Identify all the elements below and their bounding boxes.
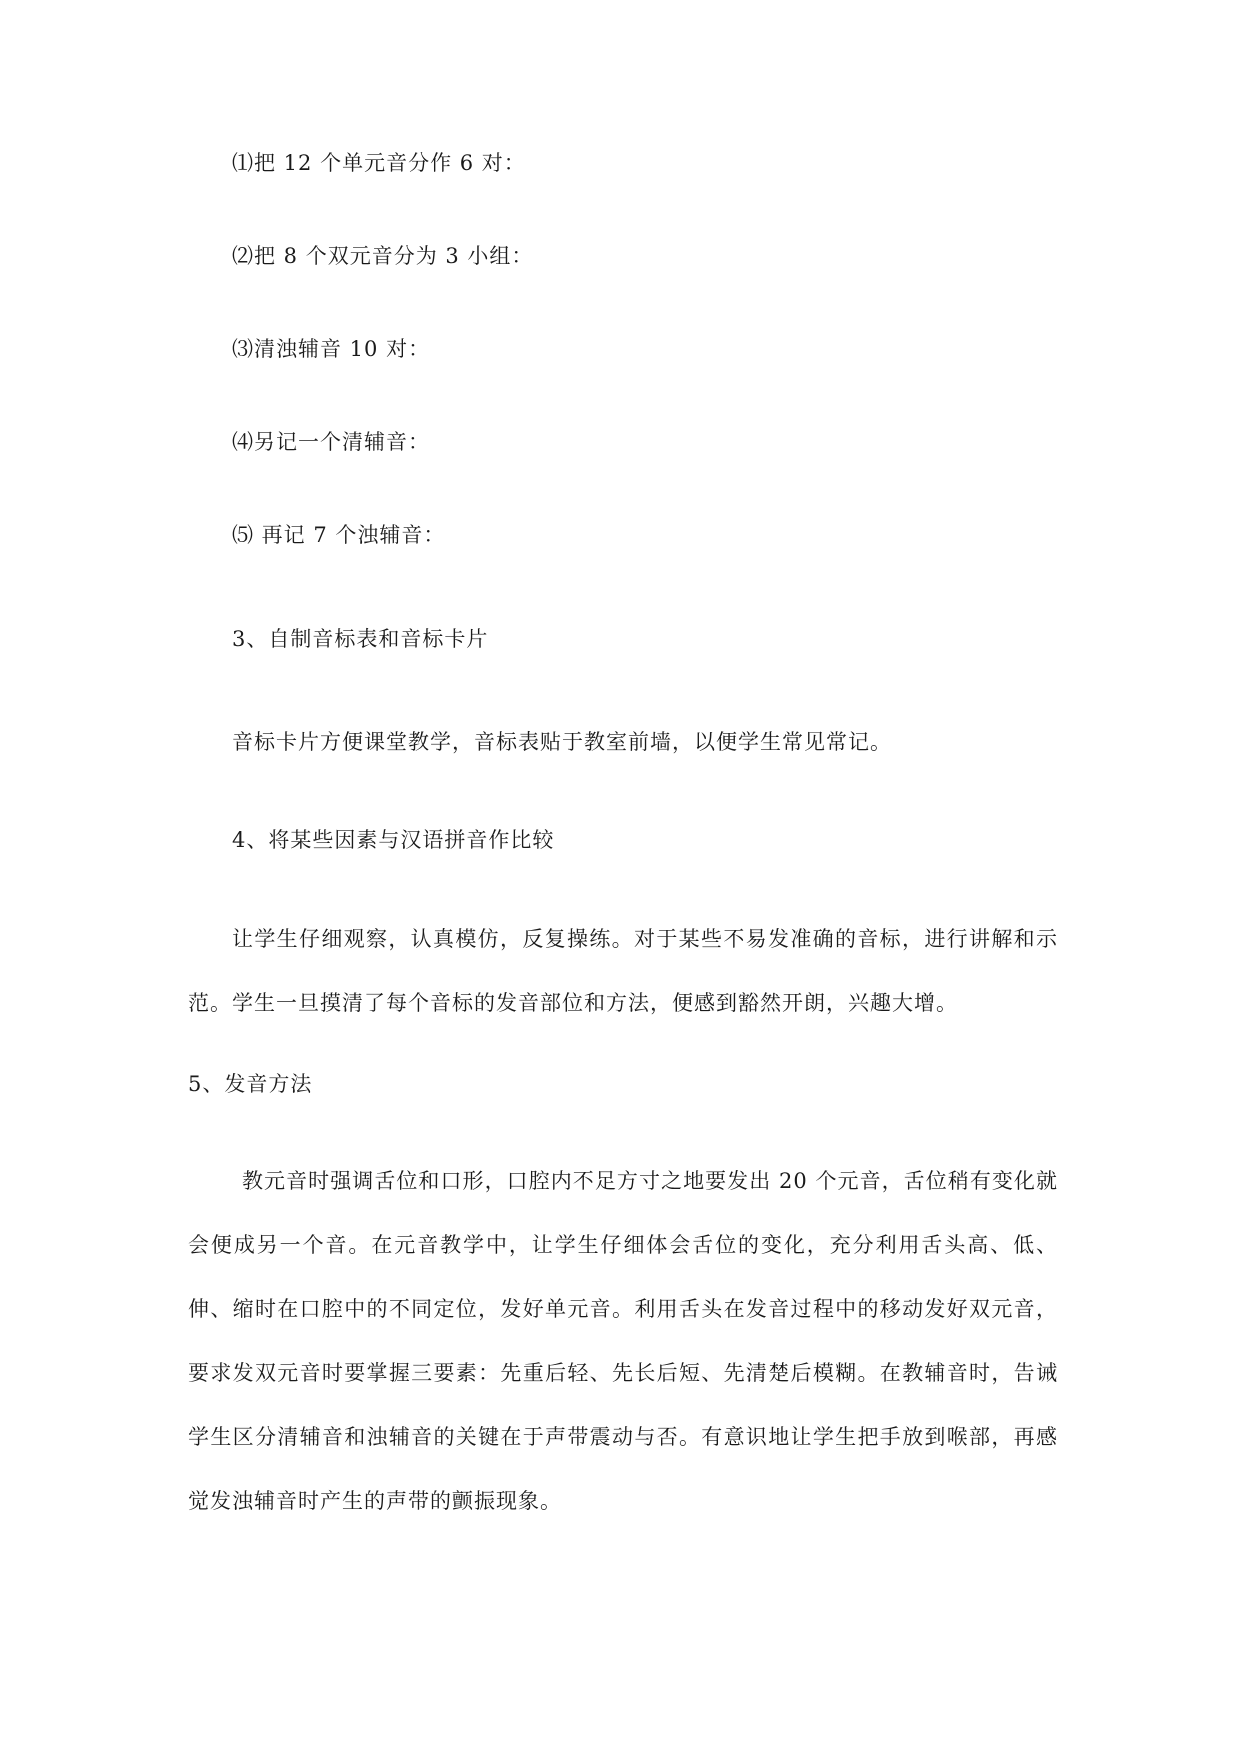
list-item-3: ⑶清浊辅音 10 对： bbox=[232, 337, 431, 361]
section-5-heading: 5、发音方法 bbox=[188, 1072, 313, 1096]
list-item-1: ⑴把 12 个单元音分作 6 对： bbox=[232, 151, 526, 175]
section-3-body: 音标卡片方便课堂教学，音标表贴于教室前墙，以便学生常见常记。 bbox=[232, 730, 892, 754]
list-item-4: ⑷另记一个清辅音： bbox=[232, 430, 430, 454]
list-item-5: ⑸ 再记 7 个浊辅音： bbox=[232, 523, 446, 547]
section-4-body: 让学生仔细观察，认真模仿，反复操练。对于某些不易发准确的音标，进行讲解和示范。学生一旦摸清了每个音标的发音部位和方法，便感到豁然开朗，兴趣大增。 bbox=[188, 927, 1058, 1015]
section-4-heading: 4、将某些因素与汉语拼音作比较 bbox=[232, 828, 555, 852]
section-3-heading: 3、自制音标表和音标卡片 bbox=[232, 627, 489, 651]
list-item-2: ⑵把 8 个双元音分为 3 小组： bbox=[232, 244, 534, 268]
section-5-body: 教元音时强调舌位和口形，口腔内不足方寸之地要发出 20 个元音，舌位稍有变化就会便成另一个音。在元音教学中，让学生仔细体会舌位的变化，充分利用舌头高、低、伸、缩时在口腔中的不同定位，发好单元音。利用舌头在发音过程中的移动发好双元音，要求发双元音时要掌握三要素：先重后轻、先长后短、先清楚后模糊。在教辅音时，告诫学生区分清辅音和浊辅音的关键在于声带震动与否。有意识地让学生把手放到喉部，再感觉发浊辅音时产生的声带的颤振现象。 bbox=[188, 1169, 1058, 1513]
